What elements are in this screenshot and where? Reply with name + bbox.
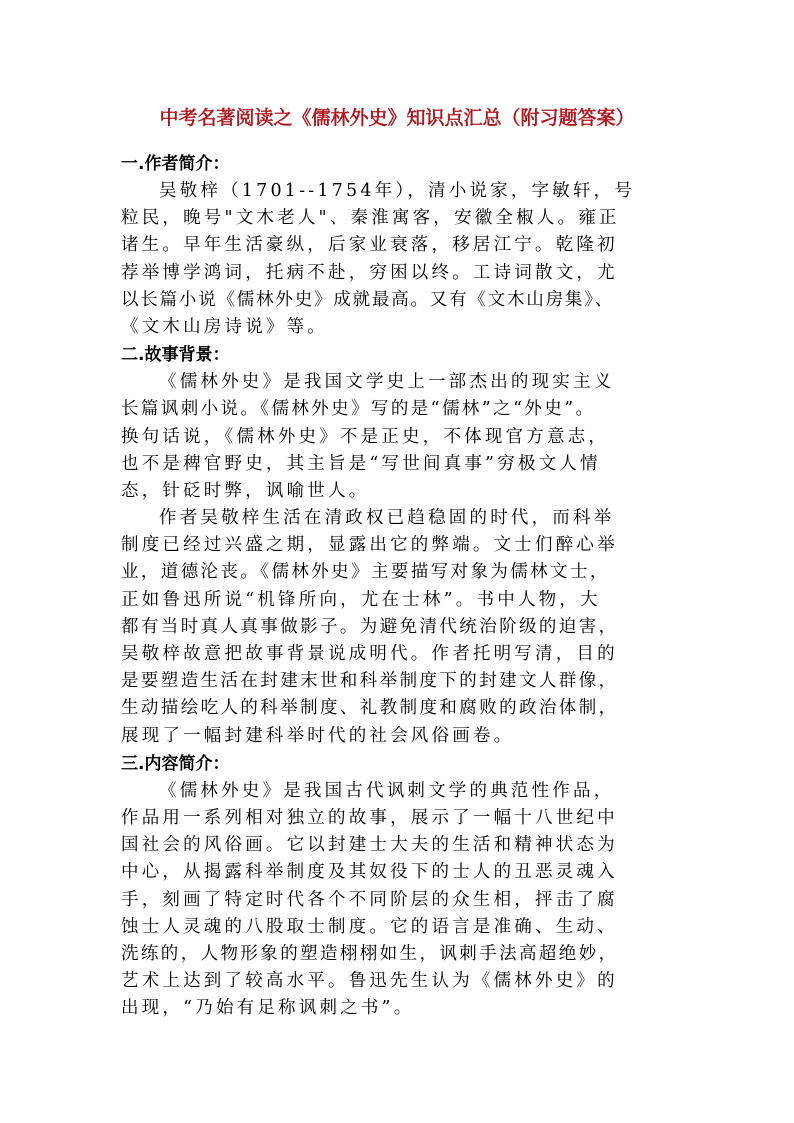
paragraph-line: 出现，“乃始有足称讽刺之书”。 — [121, 998, 415, 1019]
section-heading-author: 一.作者简介： — [121, 154, 230, 174]
paragraph-line: 洗练的，人物形象的塑造栩栩如生，讽刺手法高超绝妙， — [121, 943, 619, 964]
paragraph-line: 是要塑造生活在封建末世和科举制度下的封建文人群像， — [121, 671, 619, 692]
document-title: 中考名著阅读之《儒林外史》知识点汇总（附习题答案） — [159, 107, 635, 129]
document-body — [121, 150, 681, 1022]
section-heading-content: 三.内容简介： — [121, 753, 230, 774]
paragraph-line: 荐举博学鸿词，托病不赴，穷困以终。工诗词散文，尤 — [121, 262, 618, 283]
paragraph-line: 制度已经过兴盛之期，显露出它的弊端。文士们醉心举 — [121, 535, 618, 556]
paragraph-line: 业，道德沦丧。《儒林外史》主要描写对象为儒林文士， — [121, 562, 610, 583]
paragraph-line: 吴敬梓（1701--1754年），清小说家，字敏轩，号 — [159, 181, 636, 201]
paragraph-line: 换句话说，《儒林外史》不是正史，不体现官方意志， — [121, 426, 610, 447]
paragraph-line: 《儒林外史》是我国文学史上一部杰出的现实主义 — [159, 372, 615, 393]
paragraph-line: 粒民，晚号"文木老人"、秦淮寓客，安徽全椒人。雍正 — [121, 208, 620, 229]
paragraph-line: 长篇讽刺小说。《儒林外史》写的是“儒林”之“外史”。 — [121, 399, 596, 420]
paragraph-line: 以长篇小说《儒林外史》成就最高。又有《文木山房集》、 — [121, 289, 615, 310]
paragraph-line: 《文木山房诗说》等。 — [121, 316, 328, 337]
paragraph-line: 国社会的风俗画。它以封建士大夫的生活和精神状态为 — [121, 835, 618, 856]
paragraph-line: 诸生。早年生活豪纵，后家业衰落，移居江宁。乾隆初 — [121, 235, 618, 256]
section-heading-background: 二.故事背景： — [121, 345, 230, 366]
paragraph-line: 正如鲁迅所说“机锋所向，尤在士林”。书中人物，大 — [121, 589, 601, 610]
paragraph-line: 作品用一系列相对独立的故事，展示了一幅十八世纪中 — [121, 807, 618, 828]
paragraph-line: 吴敬梓故意把故事背景说成明代。作者托明写清，目的 — [121, 644, 618, 664]
paragraph-line: 作者吴敬梓生活在清政权已趋稳固的时代，而科举 — [159, 508, 615, 529]
paragraph-line: 中心，从揭露科举制度及其奴役下的士人的丑恶灵魂入 — [121, 862, 618, 883]
paragraph-line: 生动描绘吃人的科举制度、礼教制度和腐败的政治体制， — [121, 698, 619, 719]
paragraph-line: 展现了一幅封建科举时代的社会风俗画卷。 — [121, 725, 515, 746]
paragraph-line: 手，刻画了特定时代各个不同阶层的众生相，抨击了腐 — [121, 889, 618, 910]
paragraph-line: 也不是稗官野史，其主旨是“写世间真事”穷极文人情 — [121, 453, 601, 474]
paragraph-line: 艺术上达到了较高水平。鲁迅先生认为《儒林外史》的 — [121, 971, 618, 992]
paragraph-line: 都有当时真人真事做影子。为避免清代统治阶级的迫害， — [121, 616, 619, 637]
paragraph-line: 蚀士人灵魂的八股取士制度。它的语言是准确、生动、 — [121, 916, 618, 937]
paragraph-line: 态，针砭时弊，讽喻世人。 — [121, 480, 370, 501]
paragraph-line: 《儒林外史》是我国古代讽刺文学的典范性作品， — [159, 780, 615, 801]
